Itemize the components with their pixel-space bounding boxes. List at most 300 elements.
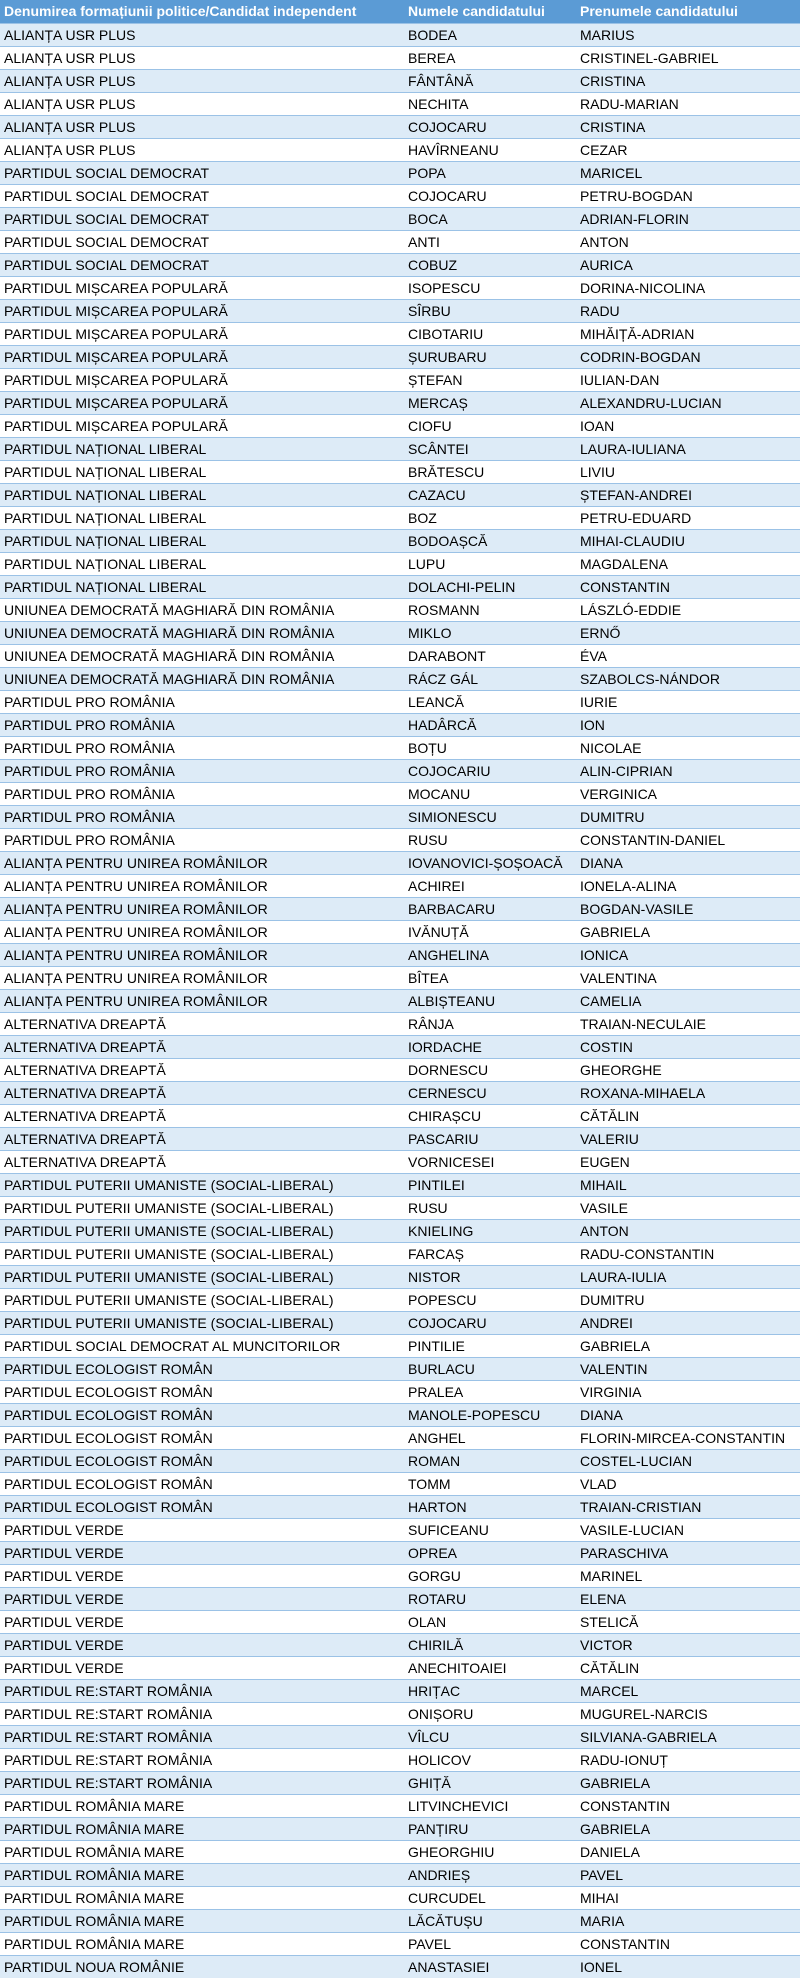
party-cell: ALIANȚA PENTRU UNIREA ROMÂNILOR: [0, 943, 404, 966]
first-name-cell: MARIUS: [576, 23, 800, 46]
last-name-cell: HRIȚAC: [404, 1679, 576, 1702]
table-row: [0, 552, 800, 575]
party-cell: PARTIDUL ROMÂNIA MARE: [0, 1794, 404, 1817]
first-name-cell: ELENA: [576, 1587, 800, 1610]
first-name-cell: MUGUREL-NARCIS: [576, 1702, 800, 1725]
last-name-cell: RÂNJA: [404, 1012, 576, 1035]
table-row: [0, 966, 800, 989]
party-cell: ALTERNATIVA DREAPTĂ: [0, 1104, 404, 1127]
party-cell: PARTIDUL ROMÂNIA MARE: [0, 1909, 404, 1932]
table-row: [0, 1104, 800, 1127]
table-row: [0, 989, 800, 1012]
first-name-cell: ALIN-CIPRIAN: [576, 759, 800, 782]
party-cell: PARTIDUL MIȘCAREA POPULARĂ: [0, 414, 404, 437]
table-row: [0, 1288, 800, 1311]
party-cell: PARTIDUL PUTERII UMANISTE (SOCIAL-LIBERAL): [0, 1173, 404, 1196]
first-name-cell: RADU-MARIAN: [576, 92, 800, 115]
table-row: [0, 529, 800, 552]
party-cell: PARTIDUL VERDE: [0, 1610, 404, 1633]
table-row: [0, 1564, 800, 1587]
last-name-cell: ACHIREI: [404, 874, 576, 897]
party-cell: PARTIDUL VERDE: [0, 1518, 404, 1541]
table-row: [0, 1311, 800, 1334]
first-name-cell: DANIELA: [576, 1840, 800, 1863]
last-name-cell: ANGHELINA: [404, 943, 576, 966]
table-row: [0, 1587, 800, 1610]
first-name-cell: DUMITRU: [576, 805, 800, 828]
last-name-cell: COBUZ: [404, 253, 576, 276]
first-name-cell: VASILE-LUCIAN: [576, 1518, 800, 1541]
first-name-cell: AURICA: [576, 253, 800, 276]
last-name-cell: ONIȘORU: [404, 1702, 576, 1725]
table-row: [0, 345, 800, 368]
party-cell: PARTIDUL RE:START ROMÂNIA: [0, 1725, 404, 1748]
table-row: [0, 1633, 800, 1656]
first-name-cell: CAMELIA: [576, 989, 800, 1012]
table-row: [0, 897, 800, 920]
first-name-cell: ERNŐ: [576, 621, 800, 644]
party-cell: ALIANȚA USR PLUS: [0, 69, 404, 92]
first-name-cell: LAURA-IULIA: [576, 1265, 800, 1288]
table-row: [0, 1541, 800, 1564]
last-name-cell: MANOLE-POPESCU: [404, 1403, 576, 1426]
first-name-cell: CONSTANTIN: [576, 575, 800, 598]
last-name-cell: NISTOR: [404, 1265, 576, 1288]
first-name-cell: MIHAI-CLAUDIU: [576, 529, 800, 552]
party-cell: PARTIDUL ECOLOGIST ROMÂN: [0, 1495, 404, 1518]
party-cell: PARTIDUL RE:START ROMÂNIA: [0, 1748, 404, 1771]
last-name-cell: DOLACHI-PELIN: [404, 575, 576, 598]
last-name-cell: PANȚIRU: [404, 1817, 576, 1840]
last-name-cell: HARTON: [404, 1495, 576, 1518]
party-cell: PARTIDUL ROMÂNIA MARE: [0, 1840, 404, 1863]
last-name-cell: HAVÎRNEANU: [404, 138, 576, 161]
table-row: [0, 1035, 800, 1058]
party-cell: ALIANȚA PENTRU UNIREA ROMÂNILOR: [0, 897, 404, 920]
first-name-cell: GABRIELA: [576, 920, 800, 943]
first-name-cell: DIANA: [576, 1403, 800, 1426]
table-row: [0, 759, 800, 782]
last-name-cell: COJOCARU: [404, 115, 576, 138]
table-row: [0, 690, 800, 713]
table-row: [0, 1449, 800, 1472]
first-name-cell: TRAIAN-NECULAIE: [576, 1012, 800, 1035]
last-name-cell: ȘTEFAN: [404, 368, 576, 391]
table-row: [0, 1058, 800, 1081]
last-name-cell: HADÂRCĂ: [404, 713, 576, 736]
header-last-name[interactable]: Numele candidatului: [404, 0, 576, 23]
table-row: [0, 943, 800, 966]
party-cell: PARTIDUL ROMÂNIA MARE: [0, 1932, 404, 1955]
table-row: [0, 1909, 800, 1932]
first-name-cell: RADU-IONUȚ: [576, 1748, 800, 1771]
table-row: [0, 23, 800, 46]
last-name-cell: ANGHEL: [404, 1426, 576, 1449]
first-name-cell: ANDREI: [576, 1311, 800, 1334]
last-name-cell: BODEA: [404, 23, 576, 46]
last-name-cell: ALBIȘTEANU: [404, 989, 576, 1012]
party-cell: PARTIDUL PUTERII UMANISTE (SOCIAL-LIBERAL): [0, 1242, 404, 1265]
first-name-cell: GABRIELA: [576, 1817, 800, 1840]
first-name-cell: MARCEL: [576, 1679, 800, 1702]
party-cell: PARTIDUL ECOLOGIST ROMÂN: [0, 1403, 404, 1426]
first-name-cell: IONELA-ALINA: [576, 874, 800, 897]
party-cell: ALTERNATIVA DREAPTĂ: [0, 1058, 404, 1081]
first-name-cell: IURIE: [576, 690, 800, 713]
party-cell: PARTIDUL PUTERII UMANISTE (SOCIAL-LIBERAL): [0, 1311, 404, 1334]
party-cell: PARTIDUL PRO ROMÂNIA: [0, 690, 404, 713]
last-name-cell: COJOCARU: [404, 1311, 576, 1334]
last-name-cell: CURCUDEL: [404, 1886, 576, 1909]
last-name-cell: VÎLCU: [404, 1725, 576, 1748]
party-cell: ALIANȚA PENTRU UNIREA ROMÂNILOR: [0, 851, 404, 874]
last-name-cell: BARBACARU: [404, 897, 576, 920]
first-name-cell: COSTIN: [576, 1035, 800, 1058]
party-cell: PARTIDUL PUTERII UMANISTE (SOCIAL-LIBERAL): [0, 1219, 404, 1242]
party-cell: UNIUNEA DEMOCRATĂ MAGHIARĂ DIN ROMÂNIA: [0, 644, 404, 667]
first-name-cell: VALENTIN: [576, 1357, 800, 1380]
table-row: [0, 1817, 800, 1840]
party-cell: PARTIDUL VERDE: [0, 1633, 404, 1656]
first-name-cell: RADU: [576, 299, 800, 322]
last-name-cell: DARABONT: [404, 644, 576, 667]
last-name-cell: CERNESCU: [404, 1081, 576, 1104]
first-name-cell: EUGEN: [576, 1150, 800, 1173]
table-row: [0, 1012, 800, 1035]
party-cell: PARTIDUL ECOLOGIST ROMÂN: [0, 1472, 404, 1495]
party-cell: PARTIDUL ECOLOGIST ROMÂN: [0, 1380, 404, 1403]
last-name-cell: PASCARIU: [404, 1127, 576, 1150]
last-name-cell: CHIRILĂ: [404, 1633, 576, 1656]
party-cell: PARTIDUL NAȚIONAL LIBERAL: [0, 552, 404, 575]
party-cell: ALTERNATIVA DREAPTĂ: [0, 1127, 404, 1150]
last-name-cell: COJOCARIU: [404, 759, 576, 782]
first-name-cell: ANTON: [576, 1219, 800, 1242]
party-cell: PARTIDUL SOCIAL DEMOCRAT: [0, 184, 404, 207]
table-row: [0, 230, 800, 253]
last-name-cell: MERCAȘ: [404, 391, 576, 414]
party-cell: ALTERNATIVA DREAPTĂ: [0, 1081, 404, 1104]
last-name-cell: PAVEL: [404, 1932, 576, 1955]
party-cell: PARTIDUL VERDE: [0, 1656, 404, 1679]
last-name-cell: IVĂNUȚĂ: [404, 920, 576, 943]
last-name-cell: POPESCU: [404, 1288, 576, 1311]
table-row: [0, 138, 800, 161]
party-cell: PARTIDUL PUTERII UMANISTE (SOCIAL-LIBERAL): [0, 1196, 404, 1219]
table-row: [0, 1725, 800, 1748]
party-cell: PARTIDUL ECOLOGIST ROMÂN: [0, 1357, 404, 1380]
table-row: [0, 598, 800, 621]
table-row: [0, 161, 800, 184]
last-name-cell: IORDACHE: [404, 1035, 576, 1058]
table-row: [0, 1081, 800, 1104]
party-cell: PARTIDUL PRO ROMÂNIA: [0, 828, 404, 851]
last-name-cell: VORNICESEI: [404, 1150, 576, 1173]
party-cell: PARTIDUL ROMÂNIA MARE: [0, 1886, 404, 1909]
table-row: [0, 414, 800, 437]
first-name-cell: MIHAIL: [576, 1173, 800, 1196]
first-name-cell: CRISTINEL-GABRIEL: [576, 46, 800, 69]
table-row: [0, 1173, 800, 1196]
header-party[interactable]: Denumirea formațiunii politice/Candidat independent: [0, 0, 404, 23]
first-name-cell: CONSTANTIN: [576, 1932, 800, 1955]
table-row: [0, 1955, 800, 1978]
last-name-cell: SÎRBU: [404, 299, 576, 322]
table-row: [0, 1840, 800, 1863]
last-name-cell: CIBOTARIU: [404, 322, 576, 345]
last-name-cell: PINTILEI: [404, 1173, 576, 1196]
last-name-cell: OLAN: [404, 1610, 576, 1633]
first-name-cell: STELICĂ: [576, 1610, 800, 1633]
last-name-cell: ROSMANN: [404, 598, 576, 621]
first-name-cell: VERGINICA: [576, 782, 800, 805]
table-row: [0, 1219, 800, 1242]
table-row: [0, 1656, 800, 1679]
last-name-cell: MIKLO: [404, 621, 576, 644]
last-name-cell: RÁCZ GÁL: [404, 667, 576, 690]
last-name-cell: GHEORGHIU: [404, 1840, 576, 1863]
last-name-cell: MOCANU: [404, 782, 576, 805]
party-cell: PARTIDUL MIȘCAREA POPULARĂ: [0, 299, 404, 322]
table-row: [0, 1518, 800, 1541]
first-name-cell: PETRU-EDUARD: [576, 506, 800, 529]
last-name-cell: GHIȚĂ: [404, 1771, 576, 1794]
first-name-cell: CRISTINA: [576, 69, 800, 92]
party-cell: UNIUNEA DEMOCRATĂ MAGHIARĂ DIN ROMÂNIA: [0, 598, 404, 621]
first-name-cell: CEZAR: [576, 138, 800, 161]
first-name-cell: GHEORGHE: [576, 1058, 800, 1081]
table-row: [0, 1794, 800, 1817]
first-name-cell: CODRIN-BOGDAN: [576, 345, 800, 368]
party-cell: PARTIDUL RE:START ROMÂNIA: [0, 1679, 404, 1702]
party-cell: PARTIDUL PUTERII UMANISTE (SOCIAL-LIBERAL): [0, 1265, 404, 1288]
last-name-cell: PRALEA: [404, 1380, 576, 1403]
table-row: [0, 1196, 800, 1219]
first-name-cell: CONSTANTIN: [576, 1794, 800, 1817]
last-name-cell: FARCAȘ: [404, 1242, 576, 1265]
table-row: [0, 1771, 800, 1794]
last-name-cell: COJOCARU: [404, 184, 576, 207]
party-cell: PARTIDUL SOCIAL DEMOCRAT: [0, 207, 404, 230]
table-row: [0, 506, 800, 529]
party-cell: UNIUNEA DEMOCRATĂ MAGHIARĂ DIN ROMÂNIA: [0, 621, 404, 644]
first-name-cell: VALERIU: [576, 1127, 800, 1150]
party-cell: PARTIDUL MIȘCAREA POPULARĂ: [0, 322, 404, 345]
party-cell: ALTERNATIVA DREAPTĂ: [0, 1150, 404, 1173]
last-name-cell: CHIRAȘCU: [404, 1104, 576, 1127]
first-name-cell: MARICEL: [576, 161, 800, 184]
party-cell: PARTIDUL SOCIAL DEMOCRAT AL MUNCITORILOR: [0, 1334, 404, 1357]
party-cell: PARTIDUL SOCIAL DEMOCRAT: [0, 161, 404, 184]
header-first-name[interactable]: Prenumele candidatului: [576, 0, 800, 23]
party-cell: PARTIDUL PRO ROMÂNIA: [0, 736, 404, 759]
table-row: [0, 1472, 800, 1495]
last-name-cell: DORNESCU: [404, 1058, 576, 1081]
party-cell: PARTIDUL ECOLOGIST ROMÂN: [0, 1449, 404, 1472]
last-name-cell: ISOPESCU: [404, 276, 576, 299]
first-name-cell: ROXANA-MIHAELA: [576, 1081, 800, 1104]
last-name-cell: SCÂNTEI: [404, 437, 576, 460]
table-body: [0, 23, 800, 1978]
table-row: [0, 460, 800, 483]
party-cell: PARTIDUL VERDE: [0, 1541, 404, 1564]
first-name-cell: VIRGINIA: [576, 1380, 800, 1403]
table-row: [0, 736, 800, 759]
table-row: [0, 1702, 800, 1725]
party-cell: PARTIDUL SOCIAL DEMOCRAT: [0, 253, 404, 276]
first-name-cell: RADU-CONSTANTIN: [576, 1242, 800, 1265]
table-row: [0, 1357, 800, 1380]
party-cell: PARTIDUL SOCIAL DEMOCRAT: [0, 230, 404, 253]
last-name-cell: ANASTASIEI: [404, 1955, 576, 1978]
party-cell: ALIANȚA PENTRU UNIREA ROMÂNILOR: [0, 874, 404, 897]
last-name-cell: SIMIONESCU: [404, 805, 576, 828]
table-row: [0, 828, 800, 851]
party-cell: PARTIDUL PRO ROMÂNIA: [0, 782, 404, 805]
table-row: [0, 437, 800, 460]
party-cell: ALTERNATIVA DREAPTĂ: [0, 1012, 404, 1035]
last-name-cell: RUSU: [404, 1196, 576, 1219]
party-cell: PARTIDUL VERDE: [0, 1564, 404, 1587]
last-name-cell: ANTI: [404, 230, 576, 253]
table-row: [0, 184, 800, 207]
last-name-cell: BRĂTESCU: [404, 460, 576, 483]
party-cell: PARTIDUL NAȚIONAL LIBERAL: [0, 437, 404, 460]
table-row: [0, 115, 800, 138]
first-name-cell: ADRIAN-FLORIN: [576, 207, 800, 230]
first-name-cell: ANTON: [576, 230, 800, 253]
table-row: [0, 920, 800, 943]
last-name-cell: ROTARU: [404, 1587, 576, 1610]
party-cell: PARTIDUL NAȚIONAL LIBERAL: [0, 506, 404, 529]
party-cell: PARTIDUL ROMÂNIA MARE: [0, 1863, 404, 1886]
first-name-cell: DUMITRU: [576, 1288, 800, 1311]
first-name-cell: COSTEL-LUCIAN: [576, 1449, 800, 1472]
party-cell: PARTIDUL PUTERII UMANISTE (SOCIAL-LIBERAL): [0, 1288, 404, 1311]
first-name-cell: ION: [576, 713, 800, 736]
party-cell: PARTIDUL RE:START ROMÂNIA: [0, 1771, 404, 1794]
table-row: [0, 621, 800, 644]
party-cell: PARTIDUL NAȚIONAL LIBERAL: [0, 460, 404, 483]
first-name-cell: VICTOR: [576, 1633, 800, 1656]
last-name-cell: ȘURUBARU: [404, 345, 576, 368]
party-cell: PARTIDUL NOUA ROMÂNIE: [0, 1955, 404, 1978]
first-name-cell: FLORIN-MIRCEA-CONSTANTIN: [576, 1426, 800, 1449]
party-cell: PARTIDUL NAȚIONAL LIBERAL: [0, 483, 404, 506]
first-name-cell: IULIAN-DAN: [576, 368, 800, 391]
party-cell: PARTIDUL NAȚIONAL LIBERAL: [0, 575, 404, 598]
party-cell: UNIUNEA DEMOCRATĂ MAGHIARĂ DIN ROMÂNIA: [0, 667, 404, 690]
first-name-cell: ALEXANDRU-LUCIAN: [576, 391, 800, 414]
last-name-cell: LĂCĂTUȘU: [404, 1909, 576, 1932]
table-row: [0, 1886, 800, 1909]
first-name-cell: MARIA: [576, 1909, 800, 1932]
first-name-cell: NICOLAE: [576, 736, 800, 759]
last-name-cell: BOZ: [404, 506, 576, 529]
table-row: [0, 1679, 800, 1702]
party-cell: PARTIDUL NAȚIONAL LIBERAL: [0, 529, 404, 552]
party-cell: PARTIDUL MIȘCAREA POPULARĂ: [0, 391, 404, 414]
party-cell: PARTIDUL ROMÂNIA MARE: [0, 1817, 404, 1840]
last-name-cell: BURLACU: [404, 1357, 576, 1380]
table-row: [0, 874, 800, 897]
first-name-cell: ÉVA: [576, 644, 800, 667]
first-name-cell: PAVEL: [576, 1863, 800, 1886]
party-cell: ALIANȚA USR PLUS: [0, 138, 404, 161]
table-row: [0, 1150, 800, 1173]
last-name-cell: OPREA: [404, 1541, 576, 1564]
table-row: [0, 368, 800, 391]
last-name-cell: KNIELING: [404, 1219, 576, 1242]
party-cell: PARTIDUL RE:START ROMÂNIA: [0, 1702, 404, 1725]
table-row: [0, 322, 800, 345]
first-name-cell: TRAIAN-CRISTIAN: [576, 1495, 800, 1518]
last-name-cell: IOVANOVICI-ȘOȘOACĂ: [404, 851, 576, 874]
table-row: [0, 69, 800, 92]
party-cell: PARTIDUL ECOLOGIST ROMÂN: [0, 1426, 404, 1449]
first-name-cell: PARASCHIVA: [576, 1541, 800, 1564]
first-name-cell: CĂTĂLIN: [576, 1656, 800, 1679]
table-row: [0, 1495, 800, 1518]
first-name-cell: MIHAI: [576, 1886, 800, 1909]
last-name-cell: FÂNTÂNĂ: [404, 69, 576, 92]
table-header: [0, 0, 800, 23]
table-row: [0, 1380, 800, 1403]
table-row: [0, 805, 800, 828]
first-name-cell: MARINEL: [576, 1564, 800, 1587]
last-name-cell: PINTILIE: [404, 1334, 576, 1357]
last-name-cell: LUPU: [404, 552, 576, 575]
first-name-cell: DIANA: [576, 851, 800, 874]
first-name-cell: GABRIELA: [576, 1334, 800, 1357]
party-cell: ALIANȚA USR PLUS: [0, 92, 404, 115]
table-row: [0, 299, 800, 322]
party-cell: ALIANȚA USR PLUS: [0, 115, 404, 138]
table-row: [0, 1334, 800, 1357]
first-name-cell: SZABOLCS-NÁNDOR: [576, 667, 800, 690]
first-name-cell: MAGDALENA: [576, 552, 800, 575]
first-name-cell: CĂTĂLIN: [576, 1104, 800, 1127]
table-row: [0, 1127, 800, 1150]
party-cell: PARTIDUL PRO ROMÂNIA: [0, 759, 404, 782]
last-name-cell: BÎTEA: [404, 966, 576, 989]
table-row: [0, 1426, 800, 1449]
first-name-cell: ȘTEFAN-ANDREI: [576, 483, 800, 506]
table-row: [0, 483, 800, 506]
first-name-cell: LIVIU: [576, 460, 800, 483]
table-row: [0, 851, 800, 874]
last-name-cell: POPA: [404, 161, 576, 184]
table-row: [0, 713, 800, 736]
last-name-cell: LITVINCHEVICI: [404, 1794, 576, 1817]
table-row: [0, 46, 800, 69]
last-name-cell: BEREA: [404, 46, 576, 69]
table-row: [0, 644, 800, 667]
first-name-cell: LAURA-IULIANA: [576, 437, 800, 460]
table-row: [0, 1242, 800, 1265]
first-name-cell: MIHĂIȚĂ-ADRIAN: [576, 322, 800, 345]
table-row: [0, 1610, 800, 1633]
first-name-cell: DORINA-NICOLINA: [576, 276, 800, 299]
last-name-cell: BODOAȘCĂ: [404, 529, 576, 552]
table-row: [0, 1748, 800, 1771]
party-cell: ALIANȚA PENTRU UNIREA ROMÂNILOR: [0, 989, 404, 1012]
table-row: [0, 207, 800, 230]
first-name-cell: PETRU-BOGDAN: [576, 184, 800, 207]
last-name-cell: HOLICOV: [404, 1748, 576, 1771]
first-name-cell: IONEL: [576, 1955, 800, 1978]
party-cell: PARTIDUL MIȘCAREA POPULARĂ: [0, 368, 404, 391]
